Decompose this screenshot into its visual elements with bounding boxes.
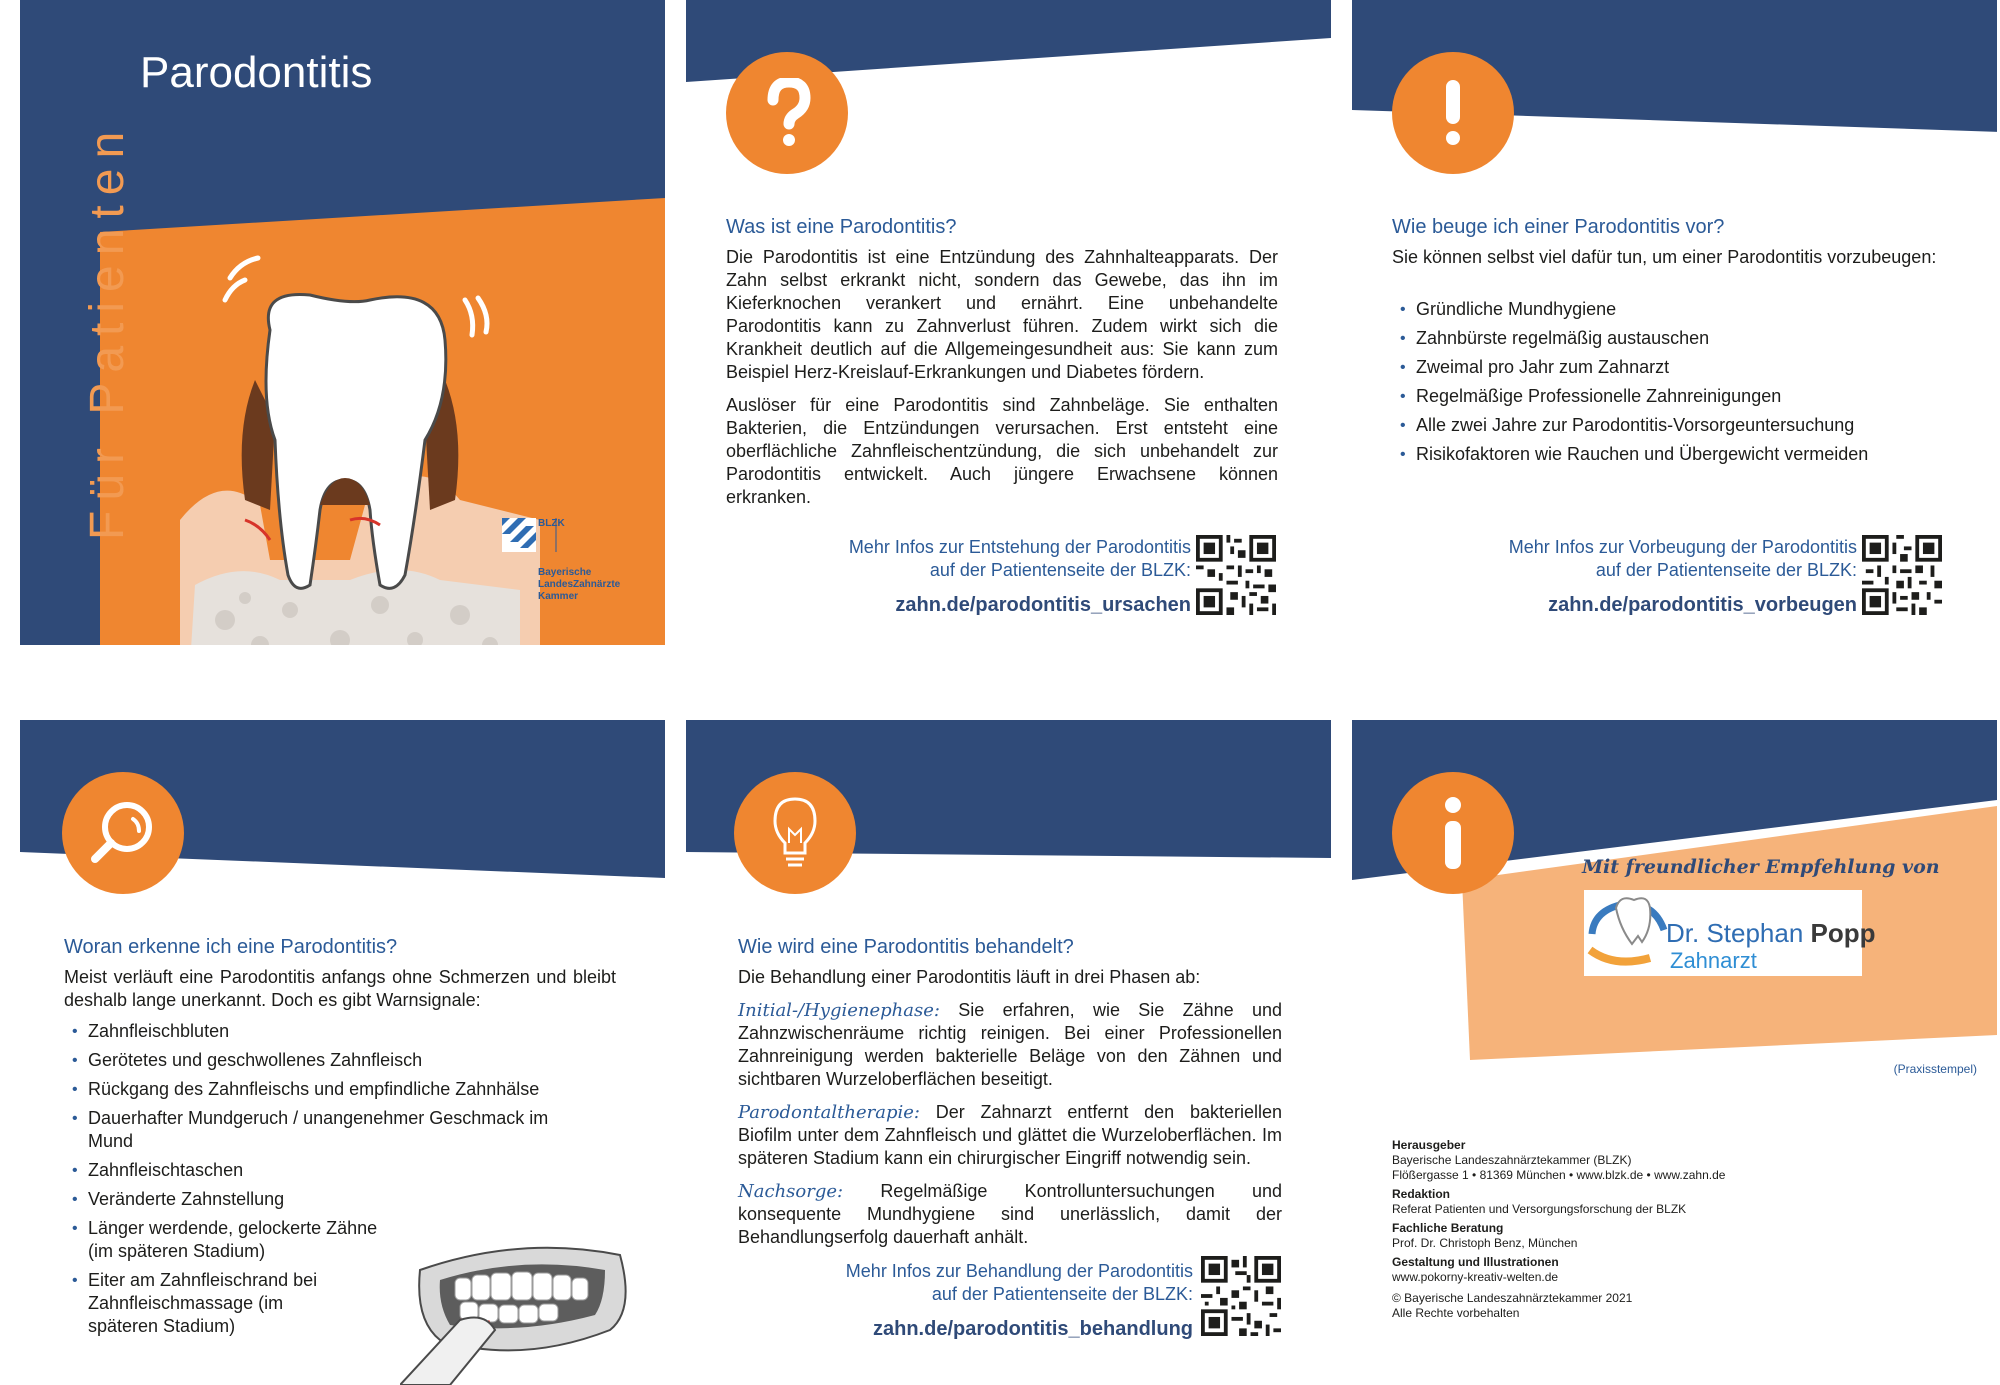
qr-code-icon[interactable]	[1862, 535, 1942, 615]
list-item: • Zahnfleischbluten	[64, 1020, 564, 1043]
gum-illustration	[400, 1220, 640, 1385]
panel-body	[738, 966, 1282, 1259]
phase-text: Sie erfahren, wie Sie Zähne und Zahnzwischenräume richtig reinigen. Bei einer Professionellen Zahnreinigung werden bakterielle Beläge von den Zähnen und sichtbaren Wurzeloberflächen beseitigt.	[738, 1000, 1282, 1089]
panel-intro: Meist verläuft eine Parodontitis anfangs ohne Schmerzen und bleibt deshalb lange unerkannt. Doch es gibt Warnsignale:	[64, 967, 616, 1010]
phase-initial	[738, 999, 1282, 1091]
list-item: • Rückgang des Zahnfleischs und empfindliche Zahnhälse	[64, 1078, 564, 1101]
exclamation-icon	[1392, 52, 1514, 174]
phase-label: Nachsorge:	[738, 1181, 844, 1202]
imprint-value: Prof. Dr. Christoph Benz, München	[1392, 1236, 1578, 1250]
panel-imprint	[1352, 720, 1997, 1385]
cover-title: Parodontitis	[140, 48, 373, 97]
doctor-title: Zahnarzt	[1670, 948, 1757, 973]
prevention-list	[1392, 298, 1952, 472]
panel-body	[726, 246, 1278, 519]
phase-text: Regelmäßige Kontrolluntersuchungen und konsequente Mundhygiene sind unerlässlich, damit der Behandlungserfolg dauerhaft anhält.	[738, 1181, 1282, 1247]
blzk-logo	[502, 518, 620, 603]
info-link[interactable]: zahn.de/parodontitis_behandlung	[873, 1318, 1193, 1340]
recommendation-text: Mit freundlicher Empfehlung von	[1582, 856, 1940, 878]
doctor-first-name: Dr. Stephan	[1666, 918, 1811, 948]
lightbulb-icon	[734, 772, 856, 894]
list-item: • Alle zwei Jahre zur Parodontitis-Vorsorgeuntersuchung	[1392, 414, 1952, 437]
more-info-line1: Mehr Infos zur Entstehung der Parodontitis	[848, 537, 1191, 557]
more-info-line2: auf der Patientenseite der BLZK:	[929, 560, 1191, 580]
phase-text: Der Zahnarzt entfernt den bakteriellen Biofilm unter dem Zahnfleisch und glättet die Wurzeloberflächen. Im späteren Stadium kann ein chirurgischer Eingriff notwendig sein.	[738, 1102, 1282, 1168]
list-item: • Dauerhafter Mundgeruch / unangenehmer Geschmack im Mund	[64, 1107, 554, 1153]
panel-intro: Die Behandlung einer Parodontitis läuft in drei Phasen ab:	[738, 967, 1201, 987]
rights-text: Alle Rechte vorbehalten	[1392, 1306, 1520, 1320]
list-item: • Veränderte Zahnstellung	[64, 1188, 564, 1211]
magnifier-icon	[62, 772, 184, 894]
more-info-text	[846, 1260, 1193, 1306]
phase-label: Parodontaltherapie:	[738, 1102, 920, 1123]
tooth-logo-icon	[1584, 890, 1674, 976]
qr-code-icon[interactable]	[1201, 1256, 1281, 1336]
imprint-label: Fachliche Beratung	[1392, 1221, 1504, 1235]
imprint-block	[1392, 1138, 1952, 1321]
info-icon	[1392, 772, 1514, 894]
list-item: • Zahnfleischtaschen	[64, 1159, 564, 1182]
more-info-line1: Mehr Infos zur Vorbeugung der Parodontitis	[1508, 537, 1857, 557]
imprint-value: www.pokorny-kreativ-welten.de	[1392, 1270, 1559, 1284]
imprint-value: Referat Patienten und Versorgungsforschung der BLZK	[1392, 1202, 1687, 1216]
panel-what-is	[686, 0, 1331, 645]
info-link[interactable]: zahn.de/parodontitis_vorbeugen	[1548, 594, 1857, 616]
imprint-label: Herausgeber	[1392, 1138, 1466, 1152]
blzk-abbr: BLZK	[538, 518, 565, 529]
list-item: • Gründliche Mundhygiene	[1392, 298, 1952, 321]
blzk-name-line1: Bayerische	[538, 567, 592, 578]
panel-heading: Wie beuge ich einer Parodontitis vor?	[1392, 216, 1725, 238]
phase-therapy	[738, 1101, 1282, 1170]
paragraph: Die Parodontitis ist eine Entzündung des Zahnhalteapparats. Der Zahn selbst erkrankt nicht, sondern das Gewebe, das ihn im Kieferknochen verankert und ernährt. Eine unbehandelte Parodontitis kann zu Zahnverlust führen. Zudem wirkt sich die Krankheit deutlich auf die Allgemeingesundheit aus: Sie kann zum Beispiel Herz-Kreislauf-Erkrankungen und Diabetes fördern.	[726, 247, 1278, 382]
blzk-name-line3: Kammer	[538, 591, 579, 602]
doctor-surname: Popp	[1810, 918, 1876, 948]
panel-symptoms	[20, 720, 665, 1385]
imprint-value: Bayerische Landeszahnärztekammer (BLZK)	[1392, 1153, 1632, 1167]
doctor-name	[1666, 918, 1876, 949]
panel-intro: Sie können selbst viel dafür tun, um einer Parodontitis vorzubeugen:	[1392, 247, 1937, 267]
list-item: • Zweimal pro Jahr zum Zahnarzt	[1392, 356, 1952, 379]
panel-prevention	[1352, 0, 1997, 645]
copyright-text: © Bayerische Landeszahnärztekammer 2021	[1392, 1291, 1633, 1305]
info-link[interactable]: zahn.de/parodontitis_ursachen	[895, 594, 1191, 616]
list-item: • Länger werdende, gelockerte Zähne (im späteren Stadium)	[64, 1217, 384, 1263]
more-info-text	[849, 536, 1191, 582]
paragraph: Auslöser für eine Parodontitis sind Zahnbeläge. Sie enthalten Bakterien, die Entzündungen verursachen. Erst entsteht eine oberflächliche Zahnfleischentzündung, die sich unbehandelt zur Parodontitis entwickelt. Auch jüngere Erwachsene können erkranken.	[726, 395, 1278, 507]
panel-heading: Woran erkenne ich eine Parodontitis?	[64, 936, 398, 958]
list-item: • Risikofaktoren wie Rauchen und Übergewicht vermeiden	[1392, 443, 1952, 466]
panel-heading: Was ist eine Parodontitis?	[726, 216, 957, 238]
qr-code-icon[interactable]	[1196, 535, 1276, 615]
list-item: • Zahnbürste regelmäßig austauschen	[1392, 327, 1952, 350]
panel-treatment	[686, 720, 1331, 1385]
cover-vertical-label: Für Patienten	[81, 121, 134, 540]
list-item: • Eiter am Zahnfleischrand bei Zahnfleischmassage (im späteren Stadium)	[64, 1269, 334, 1338]
cover-panel	[20, 0, 665, 645]
imprint-value: Flößergasse 1 • 81369 München • www.blzk.de • www.zahn.de	[1392, 1168, 1726, 1182]
question-mark-icon	[726, 52, 848, 174]
more-info-line1: Mehr Infos zur Behandlung der Parodontitis	[845, 1261, 1193, 1281]
blzk-name-line2: LandesZahnärzte	[538, 579, 621, 590]
phase-aftercare	[738, 1180, 1282, 1249]
more-info-line2: auf der Patientenseite der BLZK:	[931, 1284, 1193, 1304]
practice-logo	[1584, 890, 1876, 976]
imprint-label: Redaktion	[1392, 1187, 1451, 1201]
more-info-text	[1509, 536, 1857, 582]
phase-label: Initial-/Hygienephase:	[738, 1000, 940, 1021]
list-item: • Regelmäßige Professionelle Zahnreinigungen	[1392, 385, 1952, 408]
more-info-line2: auf der Patientenseite der BLZK:	[1595, 560, 1857, 580]
stamp-label: (Praxisstempel)	[1893, 1062, 1977, 1076]
panel-heading: Wie wird eine Parodontitis behandelt?	[738, 936, 1074, 958]
imprint-label: Gestaltung und Illustrationen	[1392, 1255, 1559, 1269]
list-item: • Gerötetes und geschwollenes Zahnfleisch	[64, 1049, 564, 1072]
